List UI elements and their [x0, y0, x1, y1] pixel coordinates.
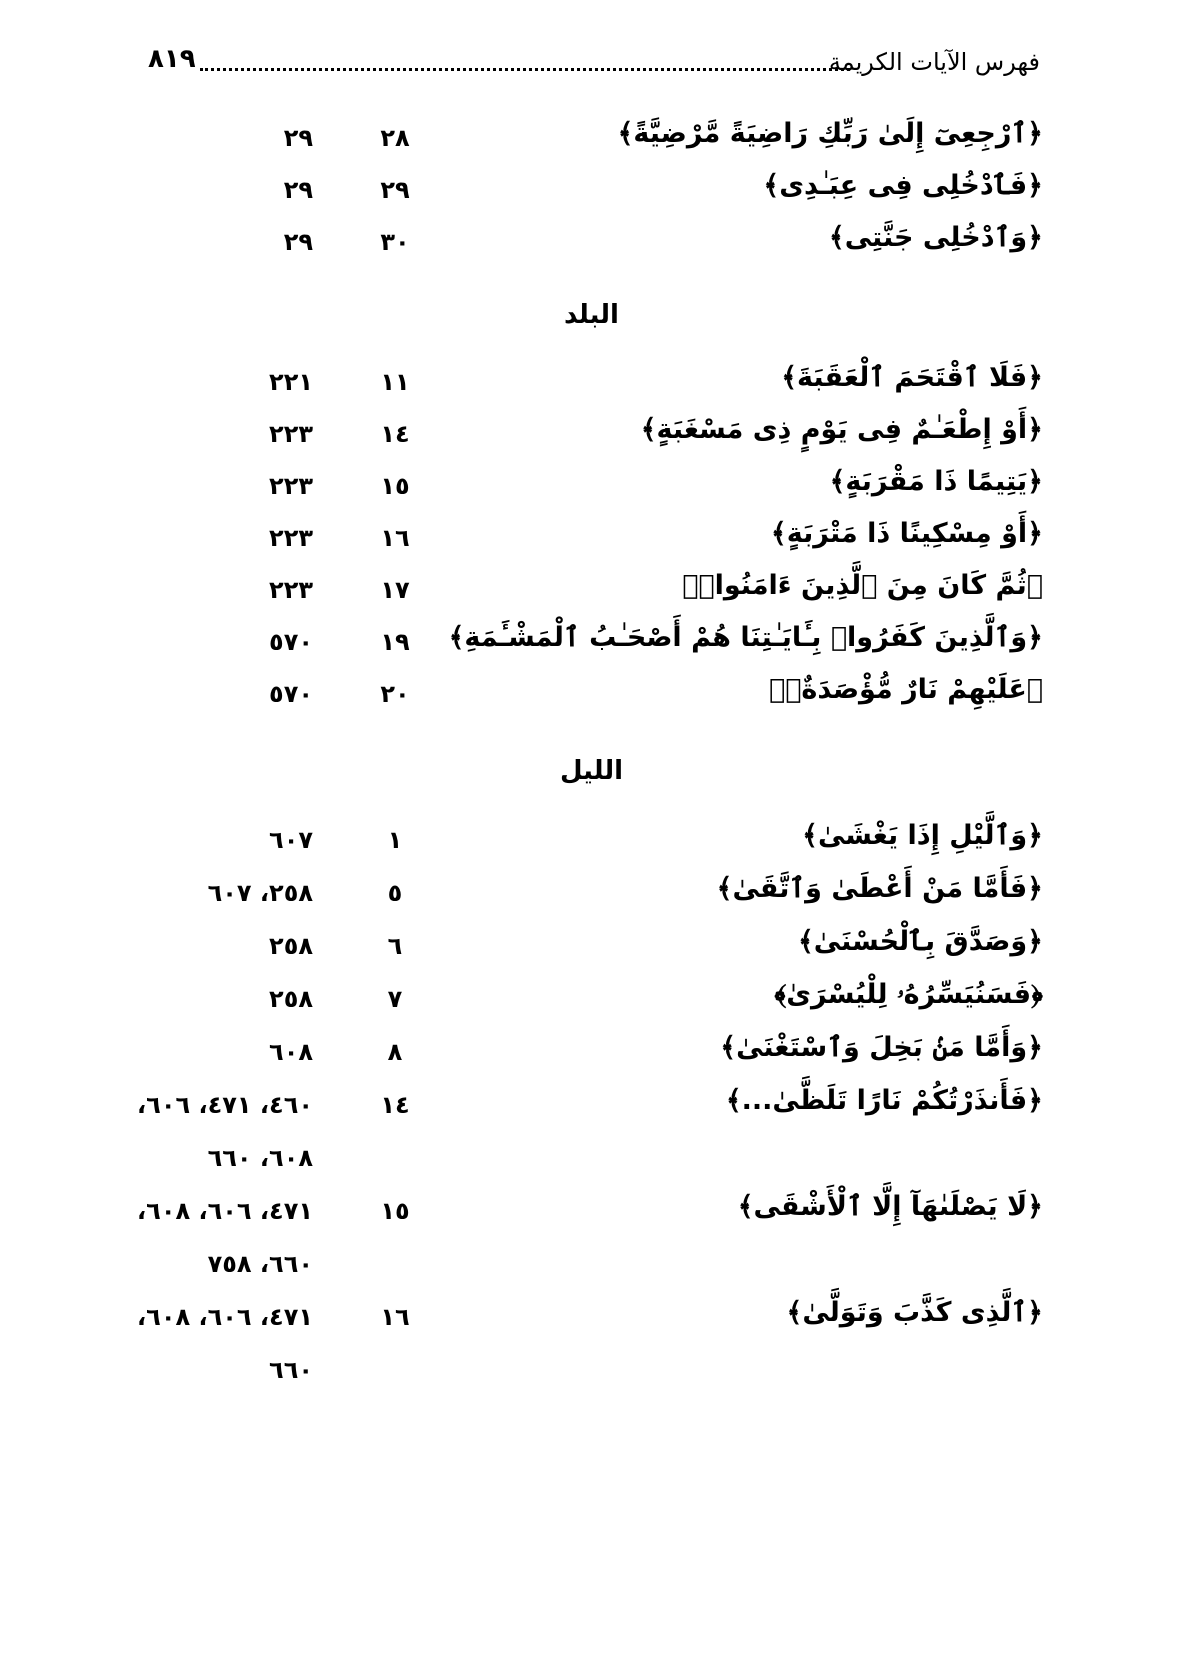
page-references: ٢٢٣ [269, 524, 313, 552]
ayah-number: ٢٨ [380, 124, 410, 152]
page-references: ٢٢١ [269, 368, 313, 396]
dot-leader [200, 68, 850, 71]
verse-text: ﴿فَأَنذَرْتُكُمْ نَارًا تَلَظَّىٰ...﴾ [725, 1085, 1043, 1116]
page-references: ٥٧٠ [269, 628, 313, 656]
page-number: ٨١٩ [148, 44, 196, 74]
ayah-number: ١٤ [380, 420, 410, 448]
page-references: ٢٩ [283, 228, 313, 256]
verse-text: ﴿ٱلَّذِى كَذَّبَ وَتَوَلَّىٰ﴾ [786, 1297, 1043, 1328]
ayah-number: ١٧ [380, 576, 410, 604]
ayah-number: ٨ [387, 1038, 403, 1066]
ayah-number: ١٥ [380, 1197, 410, 1225]
verse-text: ﴿أَوْ إِطْعَـٰمٌ فِى يَوْمٍ ذِى مَسْغَبَةٍ﴾ [640, 414, 1043, 445]
verse-text: ﴿فَأَمَّا مَنْ أَعْطَىٰ وَٱتَّقَىٰ﴾ [716, 873, 1043, 904]
page-references: ٢٥٨ [269, 932, 313, 960]
ayah-number: ٥ [387, 879, 403, 907]
surah-heading: الليل [559, 756, 624, 786]
verse-text: ﴿فَلَا ٱقْتَحَمَ ٱلْعَقَبَةَ﴾ [781, 362, 1043, 393]
verse-text: ﴿وَٱدْخُلِى جَنَّتِى﴾ [828, 222, 1043, 253]
verse-text: ﴿وَصَدَّقَ بِٱلْحُسْنَىٰ﴾ [797, 926, 1043, 957]
page-references: ٢٩ [283, 124, 313, 152]
ayah-number: ١٥ [380, 472, 410, 500]
ayah-number: ٣٠ [380, 228, 410, 256]
page-references: ٦٦٠، ٧٥٨ [207, 1250, 313, 1278]
ayah-number: ١٦ [380, 1303, 410, 1331]
verse-text: ﴿وَٱلَّيْلِ إِذَا يَغْشَىٰ﴾ [802, 820, 1043, 851]
ayah-number: ١١ [380, 368, 410, 396]
verse-text: ﴿فَٱدْخُلِى فِى عِبَـٰدِى﴾ [763, 170, 1043, 201]
ayah-number: ١٩ [380, 628, 410, 656]
page-references: ٤٦٠، ٤٧١، ٦٠٦، [137, 1091, 313, 1119]
page-references: ٢٢٣ [269, 576, 313, 604]
page-references: ٤٧١، ٦٠٦، ٦٠٨، [137, 1303, 313, 1331]
page-references: ٢٢٣ [269, 472, 313, 500]
page-references: ٢٩ [283, 176, 313, 204]
page-references: ٢٢٣ [269, 420, 313, 448]
verse-text: ﴿وَٱلَّذِينَ كَفَرُوا۟ بِـَٔايَـٰتِنَا هُمْ أَصْحَـٰبُ ٱلْمَشْـَٔمَةِ﴾ [448, 622, 1043, 653]
verse-text: ﴿ٱرْجِعِىٓ إِلَىٰ رَبِّكِ رَاضِيَةً مَّرْضِيَّةً﴾ [617, 118, 1043, 149]
page-references: ٦٠٨، ٦٦٠ [207, 1144, 313, 1172]
page-references: ٢٥٨ [269, 985, 313, 1013]
ayah-number: ٢٩ [380, 176, 410, 204]
running-header [140, 40, 1040, 80]
verse-text: ﴿يَتِيمًا ذَا مَقْرَبَةٍ﴾ [829, 466, 1043, 497]
header-title: فهرس الآيات الكريمة [828, 48, 1040, 76]
page-references: ٤٧١، ٦٠٦، ٦٠٨، [137, 1197, 313, 1225]
page-references: ٢٥٨، ٦٠٧ [207, 879, 313, 907]
page-references: ٦٠٧ [269, 826, 313, 854]
ayah-number: ١٦ [380, 524, 410, 552]
verse-text: ﴿أَوْ مِسْكِينًا ذَا مَتْرَبَةٍ﴾ [770, 518, 1043, 549]
page-references: ٦٠٨ [269, 1038, 313, 1066]
ayah-number: ١ [387, 826, 403, 854]
ayah-number: ٢٠ [380, 680, 410, 708]
verse-text: ﴿ثُمَّ كَانَ مِنَ ٱلَّذِينَ ءَامَنُوا۟﴾ [682, 570, 1043, 601]
ayah-number: ١٤ [380, 1091, 410, 1119]
verse-text: ﴿فَسَنُيَسِّرُهُۥ لِلْيُسْرَىٰ﴾ [774, 979, 1043, 1010]
verse-text: ﴿لَا يَصْلَىٰهَآ إِلَّا ٱلْأَشْقَى﴾ [737, 1191, 1043, 1222]
ayah-number: ٦ [387, 932, 403, 960]
page-references: ٥٧٠ [269, 680, 313, 708]
verse-text: ﴿وَأَمَّا مَنۢ بَخِلَ وَٱسْتَغْنَىٰ﴾ [720, 1032, 1043, 1063]
page-references: ٦٦٠ [269, 1356, 313, 1384]
ayah-number: ٧ [387, 985, 403, 1013]
surah-heading: البلد [564, 300, 619, 330]
verse-text: ﴿عَلَيْهِمْ نَارٌ مُّؤْصَدَةٌۢ﴾ [769, 674, 1043, 705]
